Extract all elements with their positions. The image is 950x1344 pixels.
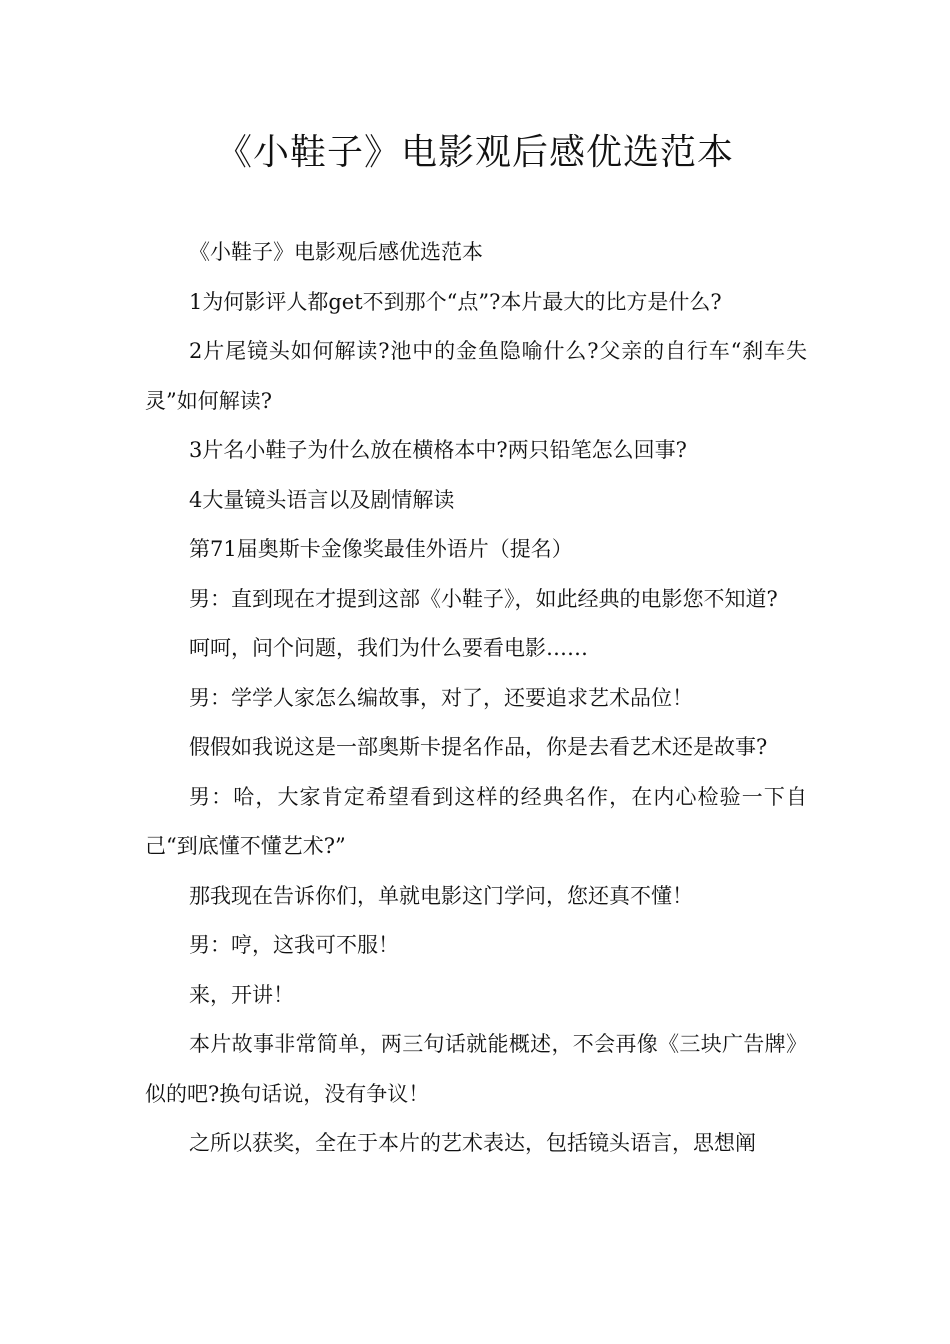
paragraph: 假假如我说这是一部奥斯卡提名作品，你是去看艺术还是故事? [189,735,768,759]
paragraph: 《小鞋子》电影观后感优选范本 [189,240,483,264]
paragraph: 4大量镜头语言以及剧情解读 [189,487,455,512]
document-body [145,228,807,1169]
paragraph: 本片故事非常简单，两三句话就能概述，不会再像《三块广告牌》似的吧?换句话说，没有争议！ [145,1032,807,1106]
paragraph: 1为何影评人都get不到那个“点”?本片最大的比方是什么? [189,289,722,314]
paragraph: 男：直到现在才提到这部《小鞋子》，如此经典的电影您不知道? [189,586,778,611]
paragraph: 男：哼，这我可不服！ [189,933,399,957]
paragraph: 之所以获奖，全在于本片的艺术表达，包括镜头语言，思想阐 [189,1131,756,1155]
paragraph: 第71届奥斯卡金像奖最佳外语片（提名） [189,537,573,561]
paragraph: 男：哈，大家肯定希望看到这样的经典名作，在内心检验一下自己“到底懂不懂艺术?” [145,784,807,858]
paragraph: 呵呵，问个问题，我们为什么要看电影…… [189,636,588,660]
paragraph: 3片名小鞋子为什么放在横格本中?两只铅笔怎么回事? [189,438,687,462]
paragraph: 来，开讲！ [189,982,294,1007]
document-title: 《小鞋子》电影观后感优选范本 [215,132,734,173]
paragraph: 男：学学人家怎么编故事，对了，还要追求艺术品位！ [189,685,693,710]
paragraph: 2片尾镜头如何解读?池中的金鱼隐喻什么?父亲的自行车“刹车失灵”如何解读? [145,339,807,413]
paragraph: 那我现在告诉你们，单就电影这门学问，您还真不懂！ [189,883,693,908]
